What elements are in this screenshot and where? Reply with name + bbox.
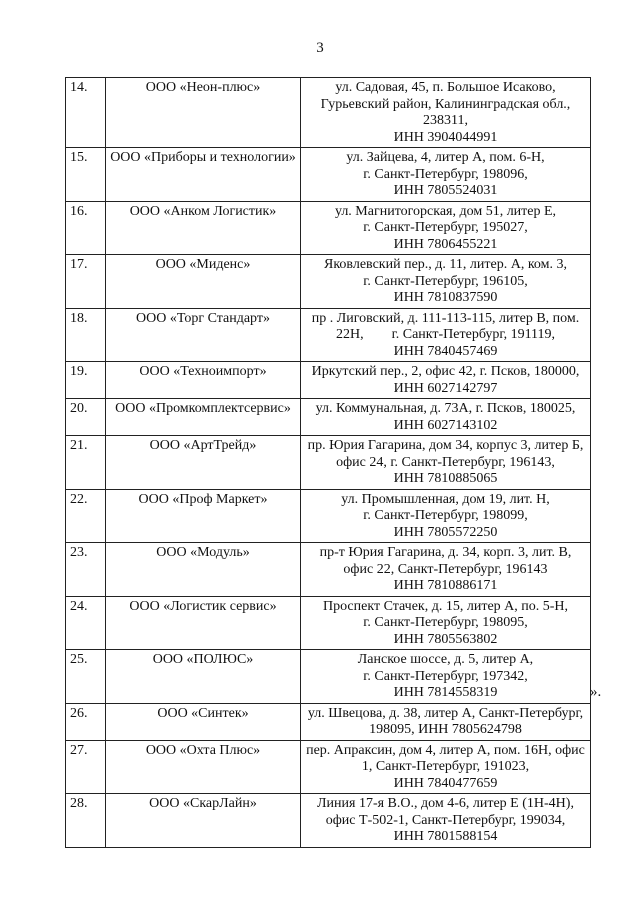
address-cell [301,794,591,848]
address-line: Гурьевский район, Калининградская обл., [320,96,571,112]
table-row [66,362,591,399]
address-cell [301,78,591,148]
address-line: пр. Юрия Гагарина, дом 34, корпус 3, литер Б, [307,438,584,453]
address-line: ул. Зайцева, 4, литер А, пом. 6-Н, [346,150,545,165]
address-cell [301,148,591,202]
address-line: ИНН 6027142797 [393,380,498,396]
address-line: ИНН 7810885065 [393,471,498,486]
address-line: ул. Магнитогорская, дом 51, литер Е, [334,203,557,219]
address-line: ИНН 7805563802 [393,631,498,647]
organization-name-cell: ООО «Торг Стандарт» [106,308,301,362]
address-line: ИНН 3904044991 [393,129,498,145]
address-line: ИНН 7806455221 [393,236,498,252]
address-line: офис 22, Санкт-Петербург, 196143 [343,561,548,577]
address-line: 198095, ИНН 7805624798 [369,722,522,737]
organization-name-cell: ООО «Проф Маркет» [106,489,301,543]
table-row [66,650,591,704]
address-line: 238311, [423,113,468,128]
address-line: 1, Санкт-Петербург, 191023, [361,759,530,774]
address-line: пр-т Юрия Гагарина, д. 34, корп. 3, лит. В, [319,545,572,560]
table-row [66,489,591,543]
address-line: 22Н, г. Санкт-Петербург, 191119, [335,327,556,342]
address-line: ИНН 7810886171 [393,578,498,593]
row-number-cell: 14. [66,78,106,148]
address-line: ИНН 6027143102 [393,417,498,433]
address-line: г. Санкт-Петербург, 196105, [363,273,528,289]
row-number-cell: 27. [66,740,106,794]
table-row [66,308,591,362]
row-number-cell: 23. [66,543,106,597]
address-line: пр . Лиговский, д. 111-113-115, литер В, пом. [311,310,580,326]
address-cell [301,362,591,399]
row-number-cell: 21. [66,436,106,490]
table-row [66,78,591,148]
address-line: Ланское шоссе, д. 5, литер А, [357,652,534,667]
table-row [66,148,591,202]
organization-name-cell: ООО «Миденс» [106,255,301,309]
row-number-cell: 22. [66,489,106,543]
address-line: офис Т-502-1, Санкт-Петербург, 199034, [325,812,566,828]
row-number-cell: 20. [66,399,106,436]
organization-name-cell: ООО «Неон-плюс» [106,78,301,148]
organization-name-cell: ООО «Логистик сервис» [106,596,301,650]
address-line: Проспект Стачек, д. 15, литер А, по. 5-Н, [322,598,569,614]
table-row [66,543,591,597]
table-row [66,201,591,255]
address-line: ул. Садовая, 45, п. Большое Исаково, [335,80,556,95]
address-cell [301,489,591,543]
address-cell [301,436,591,490]
address-line: ул. Промышленная, дом 19, лит. Н, [341,491,550,507]
address-cell [301,201,591,255]
address-line: Яковлевский пер., д. 11, литер. А, ком. 3, [324,257,567,272]
row-number-cell: 24. [66,596,106,650]
organization-name-cell: ООО «Охта Плюс» [106,740,301,794]
table-row [66,740,591,794]
organization-name-cell: ООО «ПОЛЮС» [106,650,301,704]
row-number-cell: 19. [66,362,106,399]
table-row [66,255,591,309]
address-line: г. Санкт-Петербург, 195027, [363,220,528,235]
organization-name-cell: ООО «Приборы и технологии» [106,148,301,202]
organization-name-cell: ООО «АртТрейд» [106,436,301,490]
address-line: ИНН 7840477659 [393,775,498,791]
page-number: 3 [316,40,324,56]
address-cell [301,308,591,362]
table-row [66,436,591,490]
organizations-table-body [66,78,591,848]
row-number-cell: 16. [66,201,106,255]
row-number-cell: 26. [66,703,106,740]
address-cell [301,399,591,436]
row-number-cell: 17. [66,255,106,309]
address-line: ИНН 7805572250 [393,524,498,540]
address-line: г. Санкт-Петербург, 198099, [363,508,528,523]
address-line: Иркутский пер., 2, офис 42, г. Псков, 180000, [311,364,580,379]
row-number-cell: 25. [66,650,106,704]
address-cell [301,596,591,650]
address-line: г. Санкт-Петербург, 198095, [363,615,528,630]
address-line: ИНН 7801588154 [393,829,498,844]
table-row [66,596,591,650]
address-line: ул. Швецова, д. 38, литер А, Санкт-Петербург, [307,705,584,721]
address-line: офис 24, г. Санкт-Петербург, 196143, [336,454,555,470]
address-line: г. Санкт-Петербург, 197342, [363,668,528,684]
organization-name-cell: ООО «СкарЛайн» [106,794,301,848]
address-line: пер. Апраксин, дом 4, литер А, пом. 16Н, офис [306,742,585,758]
address-cell [301,543,591,597]
table-row [66,399,591,436]
organization-name-cell: ООО «Синтек» [106,703,301,740]
address-cell [301,255,591,309]
closing-quote-mark: ». [590,684,602,700]
table-row [66,703,591,740]
row-number-cell: 28. [66,794,106,848]
organization-name-cell: ООО «Техноимпорт» [106,362,301,399]
address-line: ИНН 7810837590 [393,290,498,305]
organization-name-cell: ООО «Промкомплектсервис» [106,399,301,436]
address-cell [301,740,591,794]
address-line: ул. Коммунальная, д. 73А, г. Псков, 180025, [315,401,576,416]
address-cell [301,650,591,704]
row-number-cell: 15. [66,148,106,202]
organizations-table [65,77,591,848]
address-line: ИНН 7805524031 [393,183,498,198]
organization-name-cell: ООО «Модуль» [106,543,301,597]
address-cell [301,703,591,740]
address-line: г. Санкт-Петербург, 198096, [363,166,528,182]
address-line: ИНН 7814558319 [393,685,498,700]
organization-name-cell: ООО «Анком Логистик» [106,201,301,255]
address-line: ИНН 7840457469 [393,343,498,359]
address-line: Линия 17-я В.О., дом 4-6, литер Е (1Н-4Н), [317,796,574,811]
row-number-cell: 18. [66,308,106,362]
table-row [66,794,591,848]
